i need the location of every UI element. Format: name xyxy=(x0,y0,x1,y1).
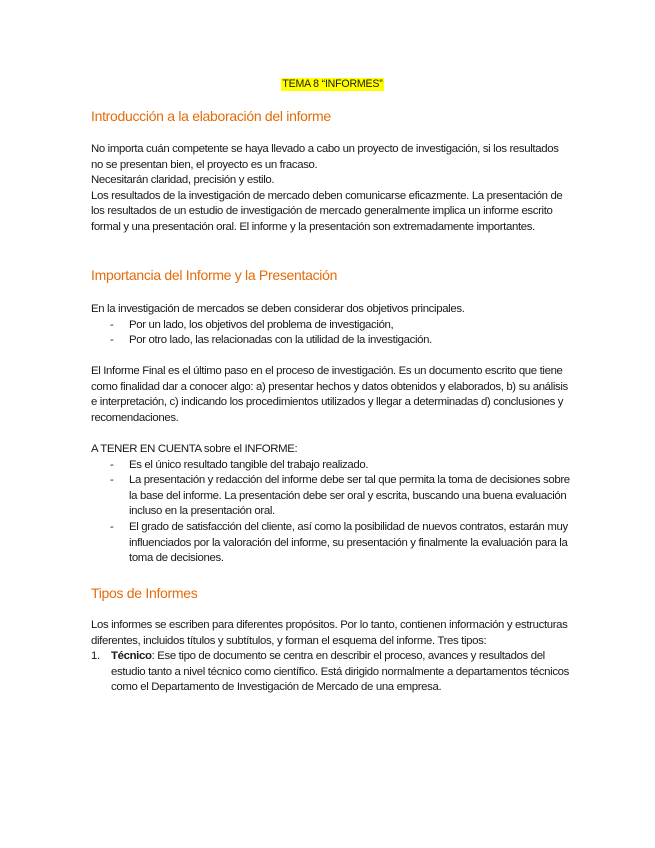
heading-importancia: Importancia del Informe y la Presentación xyxy=(91,267,338,283)
section2-intro xyxy=(91,302,571,349)
dash-bullet: - xyxy=(110,458,114,471)
list-item xyxy=(91,318,571,334)
section3-body xyxy=(91,618,571,696)
list-item-text: Es el único resultado tangible del trabajo realizado. xyxy=(129,458,369,471)
dash-bullet: - xyxy=(110,520,114,533)
list-item xyxy=(91,520,571,567)
dash-bullet: - xyxy=(110,334,114,347)
dash-bullet: - xyxy=(110,318,114,331)
list-item-text: El grado de satisfacción del cliente, así como la posibilidad de nuevos contratos, estarán muy influenciados por la valoración del informe, su presentación y finalmente la evaluación para la toma de decisiones. xyxy=(129,520,568,565)
title-wrap xyxy=(91,77,571,93)
paragraph: El Informe Final es el último paso en el proceso de investigación. Es un documento escrito que tiene como finalidad dar a conocer algo: a) presentar hechos y datos obtenidos y elaborados, b) su análisis e interpretación, c) indicando los procedimientos utilizados y llegar a determinadas d) conclusiones y recomendaciones. xyxy=(91,365,568,424)
list-item xyxy=(91,649,571,696)
list-item-text: Por otro lado, las relacionadas con la utilidad de la investigación. xyxy=(129,334,432,347)
list-item xyxy=(91,458,571,474)
section2-final-report xyxy=(91,364,571,426)
list-item-text: La presentación y redacción del informe debe ser tal que permita la toma de decisiones sobre la base del informe. La presentación debe ser oral y escrita, buscando una buena evaluación incluso en la presentación oral. xyxy=(129,474,570,518)
list-item xyxy=(91,473,571,520)
list-item-text: : Ese tipo de documento se centra en describir el proceso, avances y resultados del estudio tanto a nivel técnico como científico. Está dirigido normalmente a departamentos técnicos como el Departamento de Investigación de Mercado de una empresa. xyxy=(111,650,570,694)
list-item xyxy=(91,333,571,349)
paragraph: En la investigación de mercados se deben considerar dos objetivos principales. xyxy=(91,303,465,315)
heading-introduccion: Introducción a la elaboración del informe xyxy=(91,108,331,124)
list-item-text: Por un lado, los objetivos del problema de investigación, xyxy=(129,318,394,331)
paragraph: A TENER EN CUENTA sobre el INFORME: xyxy=(91,443,298,455)
list-number: 1. xyxy=(91,650,100,663)
section2-notes xyxy=(91,442,571,567)
paragraph: Los resultados de la investigación de mercado deben comunicarse eficazmente. La presentación de los resultados de un estudio de investigación de mercado generalmente implica un informe escrito formal y una presentación oral. El informe y la presentación son extremadamente importantes. xyxy=(91,189,563,233)
heading-tipos: Tipos de Informes xyxy=(91,585,198,601)
list-term: Técnico xyxy=(111,650,152,663)
section1-body xyxy=(91,142,571,236)
dash-bullet: - xyxy=(110,474,114,487)
paragraph: No importa cuán competente se haya llevado a cabo un proyecto de investigación, si los resultados no se presentan bien, el proyecto es un fracaso. xyxy=(91,143,559,171)
paragraph: Los informes se escriben para diferentes propósitos. Por lo tanto, contienen información y estructuras diferentes, incluidos títulos y subtítulos, y forman el esquema del informe. Tres tipos: xyxy=(91,619,568,647)
paragraph: Necesitarán claridad, precisión y estilo. xyxy=(91,174,275,187)
document-title: TEMA 8 “INFORMES” xyxy=(282,78,383,90)
